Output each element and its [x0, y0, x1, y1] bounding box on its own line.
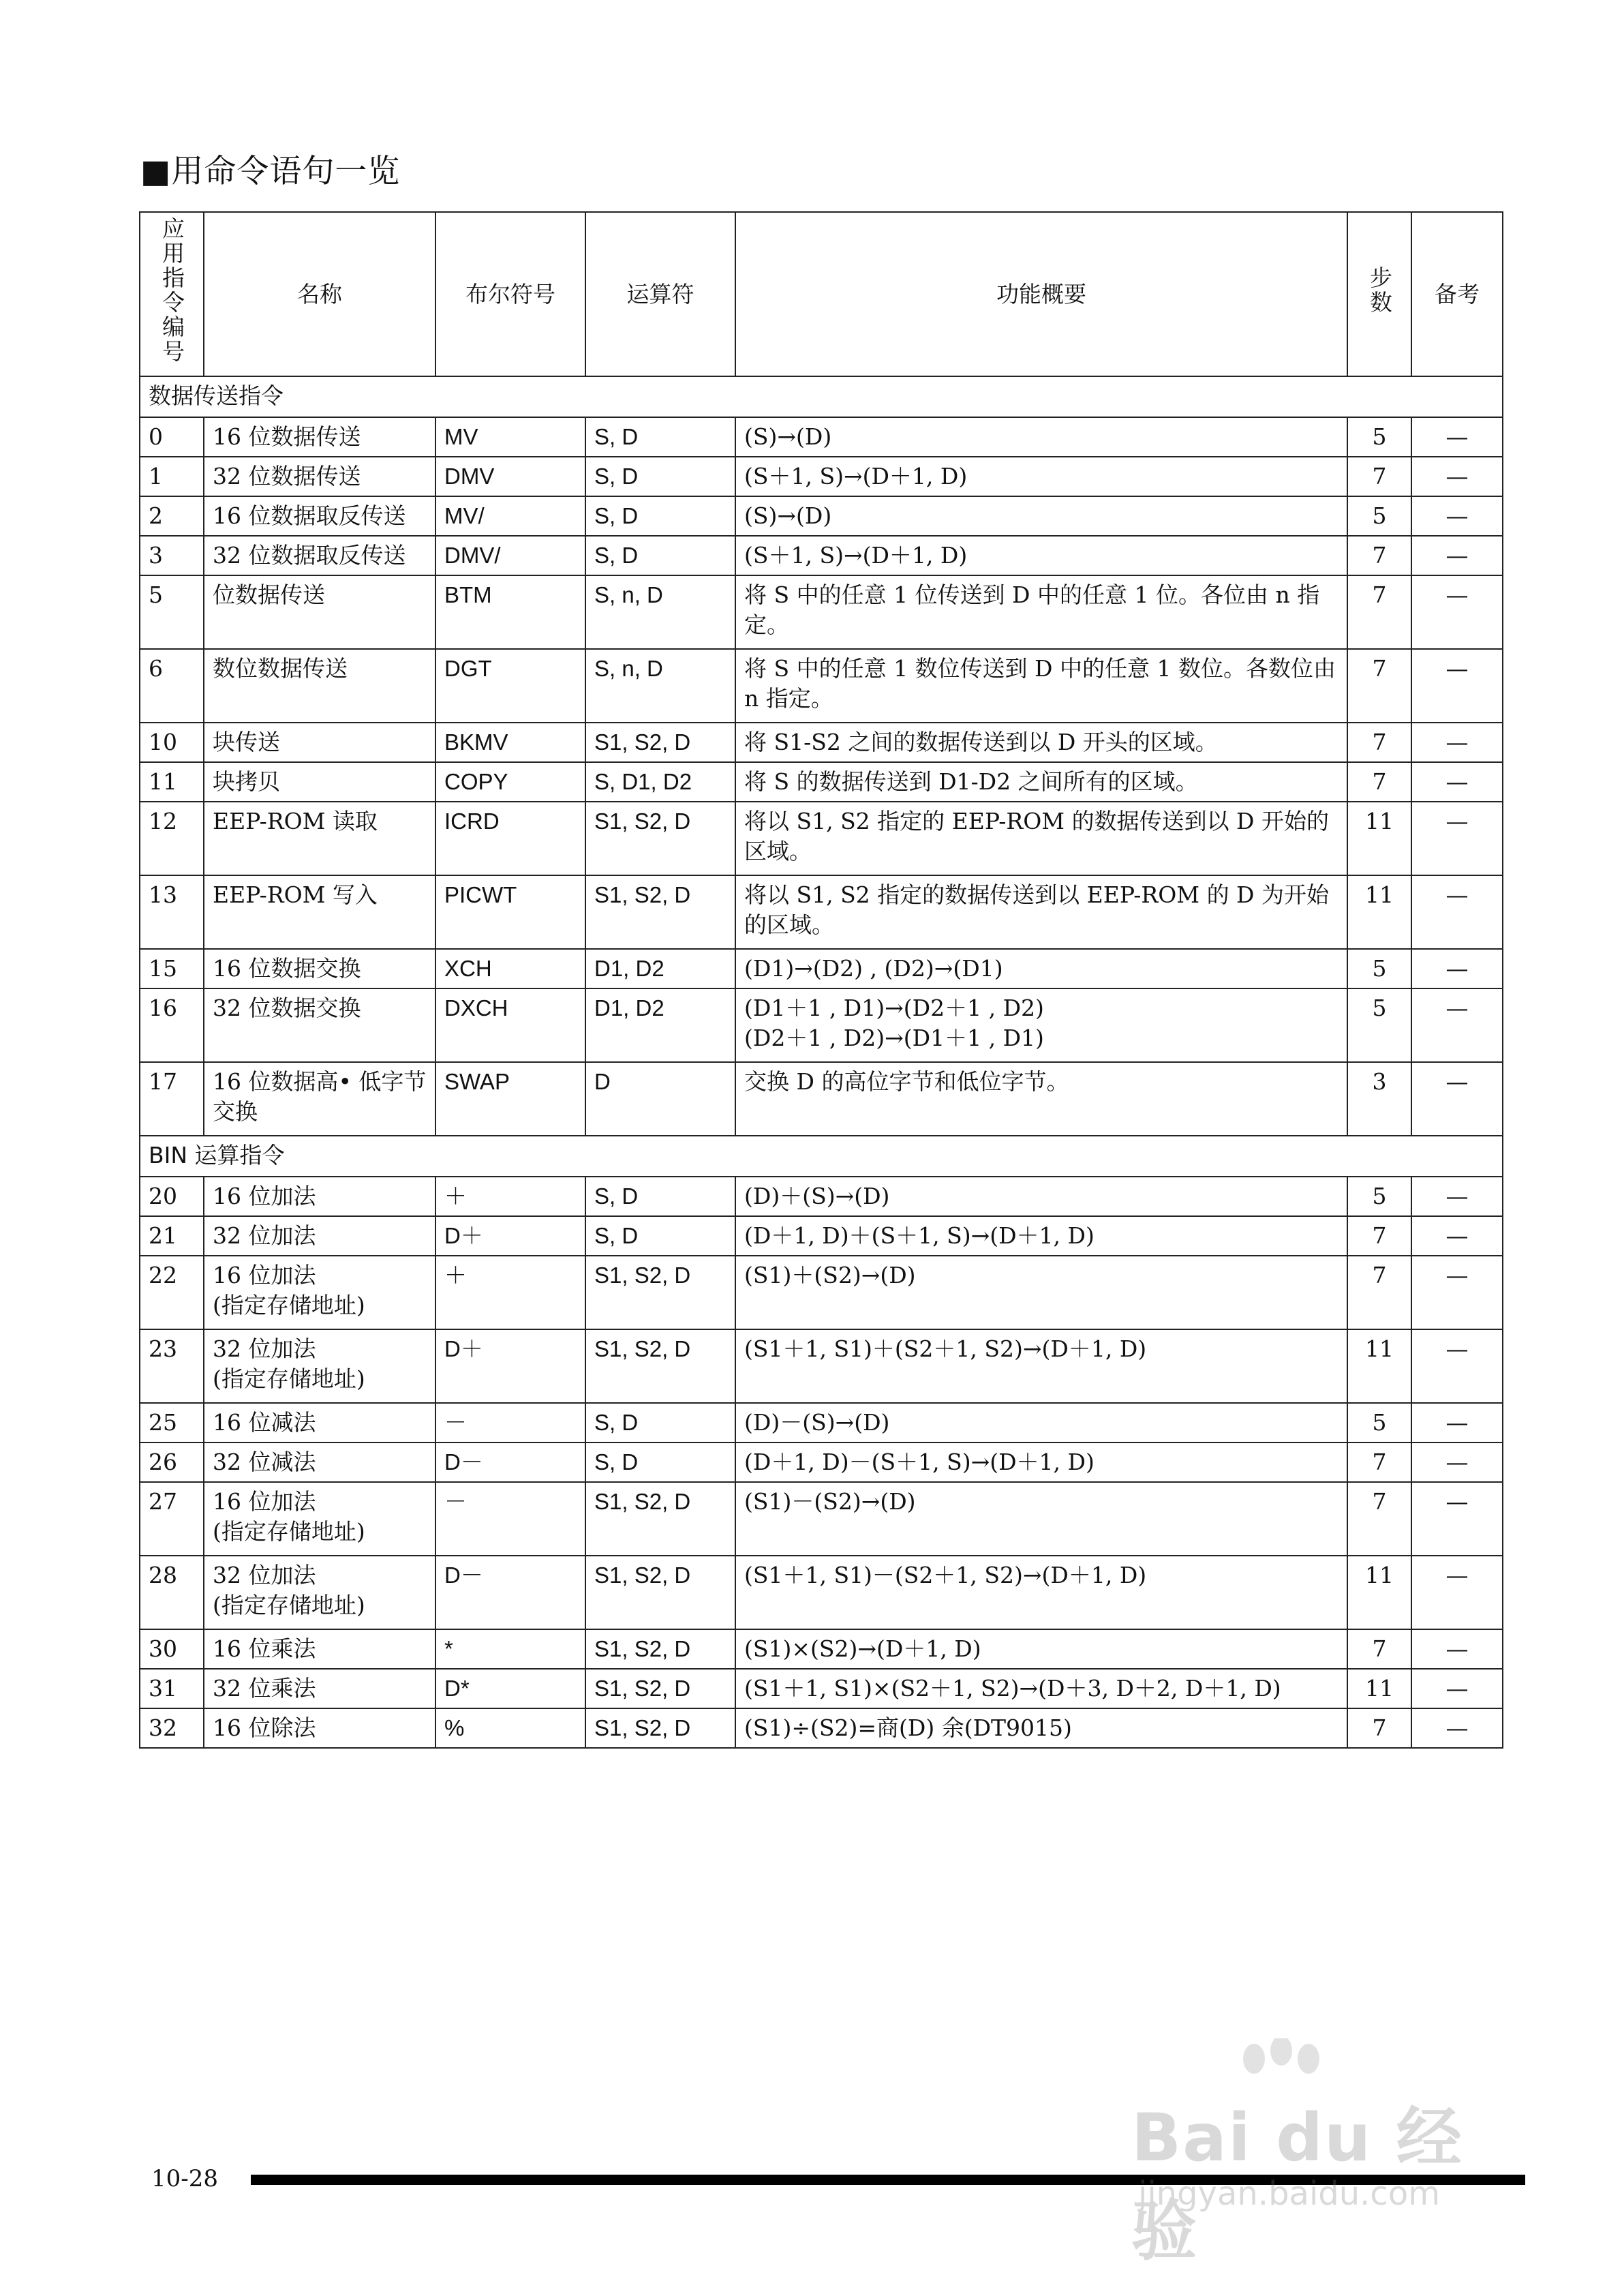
cell-note: — [1411, 649, 1503, 723]
cell-name [204, 1669, 435, 1708]
header-notes: 备考 [1411, 212, 1503, 376]
cell-steps: 11 [1347, 1556, 1411, 1629]
cell-function [735, 1403, 1347, 1442]
cell-steps: 5 [1347, 496, 1411, 536]
table-row [140, 1482, 1503, 1556]
cell-name-line: 16 位加法 [213, 1183, 316, 1209]
cell-operand: S, n, D [585, 575, 735, 649]
cell-function-line: (S＋1, S)→(D＋1, D) [744, 463, 968, 489]
cell-bool-symbol: － [435, 1403, 585, 1442]
header-function: 功能概要 [735, 212, 1347, 376]
cell-name [204, 1177, 435, 1216]
cell-name-line: (指定存储地址) [213, 1365, 365, 1392]
cell-operand: S1, S2, D [585, 875, 735, 949]
cell-name-line: 16 位加法 [213, 1262, 316, 1288]
cell-name [204, 1708, 435, 1748]
cell-number: 10 [140, 723, 204, 762]
cell-number: 3 [140, 536, 204, 575]
cell-note: — [1411, 988, 1503, 1062]
cell-function [735, 875, 1347, 949]
cell-steps: 7 [1347, 1708, 1411, 1748]
cell-operand: S1, S2, D [585, 1256, 735, 1329]
cell-number: 6 [140, 649, 204, 723]
cell-function-line: (S1)÷(S2)=商(D) 余(DT9015) [744, 1715, 1072, 1741]
table-row [140, 496, 1503, 536]
cell-note: — [1411, 1177, 1503, 1216]
cell-name-line: 32 位数据传送 [213, 463, 361, 489]
cell-note: — [1411, 496, 1503, 536]
cell-steps: 7 [1347, 1216, 1411, 1256]
section-row [140, 376, 1503, 417]
cell-operand: D [585, 1062, 735, 1136]
watermark [1131, 2038, 1527, 2269]
cell-function-line: (S1)－(S2)→(D) [744, 1488, 916, 1515]
cell-number: 2 [140, 496, 204, 536]
cell-name-line: 16 位乘法 [213, 1635, 316, 1662]
cell-name [204, 1403, 435, 1442]
cell-name-line: 32 位数据取反传送 [213, 542, 406, 569]
cell-name-line: 16 位数据取反传送 [213, 502, 406, 529]
table-row [140, 649, 1503, 723]
cell-name [204, 1062, 435, 1136]
cell-function [735, 1062, 1347, 1136]
cell-number: 32 [140, 1708, 204, 1748]
cell-name [204, 649, 435, 723]
cell-bool-symbol: D－ [435, 1442, 585, 1482]
cell-function-line: 将 S 中的任意 1 位传送到 D 中的任意 1 位。各位由 n 指定。 [744, 581, 1320, 638]
cell-operand: S, D [585, 1177, 735, 1216]
cell-bool-symbol: MV [435, 417, 585, 457]
cell-bool-symbol: DGT [435, 649, 585, 723]
table-row [140, 1329, 1503, 1403]
cell-number: 15 [140, 949, 204, 988]
cell-name [204, 723, 435, 762]
table-body [140, 376, 1503, 1748]
cell-operand: S1, S2, D [585, 1629, 735, 1669]
cell-steps: 7 [1347, 649, 1411, 723]
cell-name [204, 1556, 435, 1629]
cell-operand: D1, D2 [585, 949, 735, 988]
cell-operand: S1, S2, D [585, 1669, 735, 1708]
cell-operand: S, D [585, 417, 735, 457]
cell-number: 21 [140, 1216, 204, 1256]
cell-name-line: (指定存储地址) [213, 1292, 365, 1318]
cell-name [204, 875, 435, 949]
cell-name-line: (指定存储地址) [213, 1592, 365, 1618]
cell-steps: 7 [1347, 575, 1411, 649]
cell-function [735, 575, 1347, 649]
cell-name-line: 数位数据传送 [213, 655, 348, 682]
cell-bool-symbol: D＋ [435, 1216, 585, 1256]
cell-function [735, 1669, 1347, 1708]
cell-note: — [1411, 802, 1503, 875]
table-row [140, 417, 1503, 457]
header-number: 应用指令编号 [140, 212, 204, 376]
cell-steps: 5 [1347, 1403, 1411, 1442]
cell-bool-symbol: DMV/ [435, 536, 585, 575]
cell-steps: 11 [1347, 875, 1411, 949]
cell-operand: D1, D2 [585, 988, 735, 1062]
cell-note: — [1411, 1669, 1503, 1708]
cell-name [204, 1442, 435, 1482]
table-row [140, 1556, 1503, 1629]
cell-number: 25 [140, 1403, 204, 1442]
cell-function [735, 802, 1347, 875]
cell-bool-symbol: * [435, 1629, 585, 1669]
cell-function [735, 723, 1347, 762]
cell-name [204, 949, 435, 988]
cell-number: 0 [140, 417, 204, 457]
cell-name [204, 1329, 435, 1403]
table-row [140, 1177, 1503, 1216]
cell-name-line: 16 位数据高• 低字节交换 [213, 1068, 427, 1125]
cell-operand: S1, S2, D [585, 1708, 735, 1748]
cell-operand: S, n, D [585, 649, 735, 723]
cell-name [204, 457, 435, 496]
cell-note: — [1411, 1629, 1503, 1669]
cell-function-line: (S1＋1, S1)＋(S2＋1, S2)→(D＋1, D) [744, 1335, 1147, 1362]
cell-name [204, 417, 435, 457]
cell-function [735, 949, 1347, 988]
cell-function-line: 将以 S1, S2 指定的数据传送到以 EEP-ROM 的 D 为开始的区域。 [744, 881, 1329, 938]
cell-function [735, 1329, 1347, 1403]
cell-name-line: 32 位数据交换 [213, 995, 361, 1021]
cell-bool-symbol: ICRD [435, 802, 585, 875]
cell-steps: 7 [1347, 1482, 1411, 1556]
cell-name-line: EEP-ROM 读取 [213, 808, 378, 834]
command-table [139, 211, 1503, 1749]
cell-steps: 7 [1347, 536, 1411, 575]
cell-function-line: (S1)＋(S2)→(D) [744, 1262, 916, 1288]
table-row [140, 1062, 1503, 1136]
cell-function-line: (D)＋(S)→(D) [744, 1183, 890, 1209]
cell-operand: S1, S2, D [585, 802, 735, 875]
cell-number: 5 [140, 575, 204, 649]
cell-function-line: (D)－(S)→(D) [744, 1409, 890, 1436]
cell-note: — [1411, 1556, 1503, 1629]
cell-operand: S, D [585, 536, 735, 575]
cell-name-line: 32 位加法 [213, 1335, 316, 1362]
header-name: 名称 [204, 212, 435, 376]
cell-bool-symbol: ＋ [435, 1177, 585, 1216]
cell-note: — [1411, 1256, 1503, 1329]
section-title: 数据传送指令 [140, 376, 1503, 417]
cell-function-line: (D1＋1 , D1)→(D2＋1 , D2) [744, 995, 1044, 1021]
cell-note: — [1411, 723, 1503, 762]
cell-steps: 7 [1347, 1256, 1411, 1329]
cell-bool-symbol: D* [435, 1669, 585, 1708]
cell-number: 31 [140, 1669, 204, 1708]
table-row [140, 1669, 1503, 1708]
cell-steps: 7 [1347, 762, 1411, 802]
cell-function [735, 457, 1347, 496]
cell-function [735, 988, 1347, 1062]
cell-function [735, 536, 1347, 575]
cell-function [735, 762, 1347, 802]
table-row [140, 575, 1503, 649]
table-row [140, 1403, 1503, 1442]
cell-name [204, 1629, 435, 1669]
cell-number: 22 [140, 1256, 204, 1329]
cell-number: 12 [140, 802, 204, 875]
table-row [140, 949, 1503, 988]
cell-bool-symbol: BTM [435, 575, 585, 649]
cell-function-line: (S1＋1, S1)×(S2＋1, S2)→(D＋3, D＋2, D＋1, D) [744, 1675, 1281, 1702]
cell-function-line: (S)→(D) [744, 502, 832, 529]
cell-note: — [1411, 1708, 1503, 1748]
cell-name-line: 16 位数据交换 [213, 955, 361, 982]
cell-function-line: 交换 D 的高位字节和低位字节。 [744, 1068, 1069, 1095]
cell-function [735, 1256, 1347, 1329]
cell-function [735, 649, 1347, 723]
cell-function-line: (S1)×(S2)→(D＋1, D) [744, 1635, 981, 1662]
cell-name-line: 16 位加法 [213, 1488, 316, 1515]
cell-operand: S, D [585, 1403, 735, 1442]
cell-function [735, 1708, 1347, 1748]
watermark-url: jingyan.baidu.com [1138, 2175, 1440, 2213]
cell-bool-symbol: DMV [435, 457, 585, 496]
table-row [140, 1629, 1503, 1669]
cell-operand: S, D [585, 496, 735, 536]
cell-name [204, 762, 435, 802]
cell-note: — [1411, 1482, 1503, 1556]
cell-bool-symbol: ＋ [435, 1256, 585, 1329]
cell-bool-symbol: － [435, 1482, 585, 1556]
cell-name [204, 496, 435, 536]
header-bool-symbol: 布尔符号 [435, 212, 585, 376]
cell-bool-symbol: BKMV [435, 723, 585, 762]
table-row [140, 1216, 1503, 1256]
cell-bool-symbol: D－ [435, 1556, 585, 1629]
cell-number: 28 [140, 1556, 204, 1629]
cell-steps: 5 [1347, 417, 1411, 457]
cell-name-line: (指定存储地址) [213, 1518, 365, 1545]
cell-function [735, 496, 1347, 536]
table-row [140, 875, 1503, 949]
cell-bool-symbol: COPY [435, 762, 585, 802]
cell-steps: 7 [1347, 723, 1411, 762]
cell-operand: S1, S2, D [585, 1482, 735, 1556]
cell-name-line: 32 位加法 [213, 1562, 316, 1588]
cell-operand: S, D1, D2 [585, 762, 735, 802]
cell-note: — [1411, 875, 1503, 949]
section-row [140, 1136, 1503, 1177]
cell-number: 30 [140, 1629, 204, 1669]
cell-bool-symbol: PICWT [435, 875, 585, 949]
cell-function-line: (D1)→(D2) , (D2)→(D1) [744, 955, 1003, 982]
cell-note: — [1411, 1216, 1503, 1256]
cell-function-line: 将 S1-S2 之间的数据传送到以 D 开头的区域。 [744, 729, 1218, 755]
cell-name-line: 32 位减法 [213, 1449, 316, 1475]
cell-bool-symbol: MV/ [435, 496, 585, 536]
cell-function [735, 1482, 1347, 1556]
cell-note: — [1411, 1329, 1503, 1403]
header-operand: 运算符 [585, 212, 735, 376]
cell-steps: 3 [1347, 1062, 1411, 1136]
cell-note: — [1411, 949, 1503, 988]
cell-operand: S1, S2, D [585, 1329, 735, 1403]
cell-function [735, 1177, 1347, 1216]
cell-function [735, 1442, 1347, 1482]
cell-name [204, 802, 435, 875]
cell-name [204, 536, 435, 575]
table-row [140, 762, 1503, 802]
cell-steps: 5 [1347, 1177, 1411, 1216]
cell-name-line: 位数据传送 [213, 581, 325, 608]
cell-note: — [1411, 1403, 1503, 1442]
page-title: ■用命令语句一览 [140, 153, 401, 190]
table-row [140, 1442, 1503, 1482]
cell-name-line: 16 位减法 [213, 1409, 316, 1436]
cell-function [735, 1216, 1347, 1256]
cell-operand: S1, S2, D [585, 1556, 735, 1629]
cell-bool-symbol: DXCH [435, 988, 585, 1062]
cell-function-line: (D＋1, D)－(S＋1, S)→(D＋1, D) [744, 1449, 1095, 1475]
cell-bool-symbol: % [435, 1708, 585, 1748]
cell-name [204, 1216, 435, 1256]
table-row [140, 536, 1503, 575]
cell-note: — [1411, 1442, 1503, 1482]
cell-function-line: 将 S 的数据传送到 D1-D2 之间所有的区域。 [744, 768, 1198, 795]
cell-number: 27 [140, 1482, 204, 1556]
cell-bool-symbol: SWAP [435, 1062, 585, 1136]
cell-name-line: 块拷贝 [213, 768, 280, 795]
cell-function-line: (S)→(D) [744, 423, 832, 450]
cell-note: — [1411, 1062, 1503, 1136]
cell-operand: S1, S2, D [585, 723, 735, 762]
cell-number: 17 [140, 1062, 204, 1136]
cell-function-line: (S＋1, S)→(D＋1, D) [744, 542, 968, 569]
cell-steps: 7 [1347, 1629, 1411, 1669]
cell-steps: 7 [1347, 1442, 1411, 1482]
cell-name [204, 988, 435, 1062]
cell-operand: S, D [585, 1216, 735, 1256]
cell-number: 1 [140, 457, 204, 496]
cell-number: 13 [140, 875, 204, 949]
cell-note: — [1411, 417, 1503, 457]
cell-function-line: (D＋1, D)＋(S＋1, S)→(D＋1, D) [744, 1222, 1095, 1249]
cell-function-line: (D2＋1 , D2)→(D1＋1 , D1) [744, 1025, 1044, 1051]
table-row [140, 457, 1503, 496]
cell-steps: 11 [1347, 802, 1411, 875]
table-row [140, 723, 1503, 762]
table-row [140, 988, 1503, 1062]
cell-number: 26 [140, 1442, 204, 1482]
cell-steps: 7 [1347, 457, 1411, 496]
cell-name [204, 1256, 435, 1329]
cell-note: — [1411, 457, 1503, 496]
cell-name-line: 16 位数据传送 [213, 423, 361, 450]
cell-steps: 11 [1347, 1329, 1411, 1403]
page-number: 10-28 [151, 2165, 219, 2192]
cell-operand: S, D [585, 1442, 735, 1482]
cell-function-line: 将 S 中的任意 1 数位传送到 D 中的任意 1 数位。各数位由 n 指定。 [744, 655, 1336, 712]
cell-number: 16 [140, 988, 204, 1062]
cell-name [204, 1482, 435, 1556]
cell-function-line: 将以 S1, S2 指定的 EEP-ROM 的数据传送到以 D 开始的区域。 [744, 808, 1329, 864]
cell-name-line: 32 位加法 [213, 1222, 316, 1249]
cell-function [735, 1556, 1347, 1629]
cell-name-line: EEP-ROM 写入 [213, 881, 378, 908]
cell-note: — [1411, 536, 1503, 575]
cell-operand: S, D [585, 457, 735, 496]
cell-function [735, 1629, 1347, 1669]
cell-steps: 11 [1347, 1669, 1411, 1708]
cell-name-line: 16 位除法 [213, 1715, 316, 1741]
table-row [140, 1708, 1503, 1748]
cell-function [735, 417, 1347, 457]
table-row [140, 802, 1503, 875]
cell-number: 23 [140, 1329, 204, 1403]
cell-number: 20 [140, 1177, 204, 1216]
cell-bool-symbol: XCH [435, 949, 585, 988]
cell-name-line: 块传送 [213, 729, 280, 755]
cell-number: 11 [140, 762, 204, 802]
header-steps: 步数 [1347, 212, 1411, 376]
cell-function-line: (S1＋1, S1)－(S2＋1, S2)→(D＋1, D) [744, 1562, 1147, 1588]
cell-steps: 5 [1347, 988, 1411, 1062]
cell-bool-symbol: D＋ [435, 1329, 585, 1403]
cell-name-line: 32 位乘法 [213, 1675, 316, 1702]
watermark-brand: Bai du 经验 [1131, 2100, 1463, 2269]
cell-name [204, 575, 435, 649]
cell-note: — [1411, 762, 1503, 802]
cell-note: — [1411, 575, 1503, 649]
table-row [140, 1256, 1503, 1329]
section-title: BIN 运算指令 [140, 1136, 1503, 1177]
cell-steps: 5 [1347, 949, 1411, 988]
